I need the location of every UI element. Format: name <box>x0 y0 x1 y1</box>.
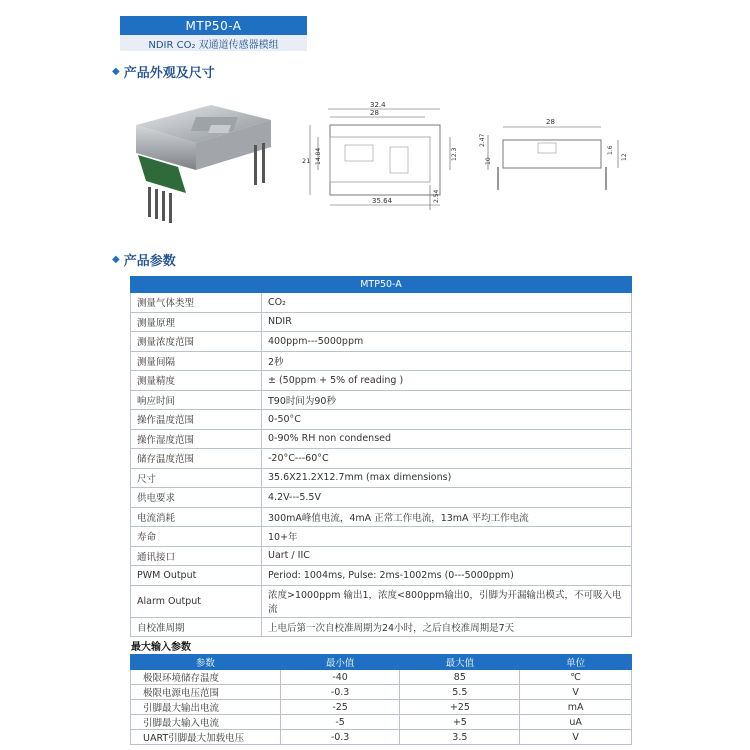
spec-label: Alarm Output <box>131 585 262 617</box>
max-param-value: -5 <box>280 715 400 730</box>
spec-label: 通讯接口 <box>131 546 262 566</box>
max-param-value: -0.3 <box>280 685 400 700</box>
dim-side-height-4: 12 <box>621 153 628 161</box>
model-banner <box>120 16 307 35</box>
diamond-bullet-icon: ◆ <box>112 254 120 265</box>
section-params-title <box>112 250 176 269</box>
spec-label: 储存温度范围 <box>131 449 262 469</box>
spec-table-header-cell: MTP50-A <box>131 277 632 293</box>
max-param-value: -25 <box>280 700 400 715</box>
spec-label: 电流消耗 <box>131 507 262 527</box>
spec-value: 0-90% RH non condensed <box>262 429 632 449</box>
max-param-name: 引脚最大输出电流 <box>131 700 281 715</box>
max-param-value: +25 <box>400 700 520 715</box>
max-param-name: UART引脚最大加载电压 <box>131 730 281 745</box>
spec-label: 操作温度范围 <box>131 410 262 430</box>
spec-label: PWM Output <box>131 566 262 586</box>
max-param-value: +5 <box>400 715 520 730</box>
table-row <box>131 449 632 469</box>
model-subtitle: NDIR CO₂ 双通道传感器模组 <box>120 35 307 51</box>
diamond-bullet-icon: ◆ <box>112 66 120 77</box>
section-params-label: 产品参数 <box>123 254 176 269</box>
max-param-value: ℃ <box>520 670 632 685</box>
dim-side-height-3: 1.6 <box>607 145 614 155</box>
table-row <box>131 670 632 685</box>
spec-value: 35.6X21.2X12.7mm (max dimensions) <box>262 468 632 488</box>
table-row <box>131 507 632 527</box>
spec-value: 上电后第一次自校准周期为24小时，之后自校准周期是7天 <box>262 617 632 637</box>
table-row <box>131 527 632 547</box>
table-row <box>131 715 632 730</box>
max-param-value: -0.3 <box>280 730 400 745</box>
dim-side-width: 28 <box>546 118 555 126</box>
spec-value: CO₂ <box>262 293 632 313</box>
table-row <box>131 488 632 508</box>
table-row <box>131 351 632 371</box>
top-view-drawing <box>300 95 470 215</box>
spec-label: 测量间隔 <box>131 351 262 371</box>
table-row <box>131 730 632 745</box>
spec-label: 寿命 <box>131 527 262 547</box>
table-row <box>131 585 632 617</box>
side-view-drawing <box>478 95 638 195</box>
table-row <box>131 312 632 332</box>
spec-value: T90时间为90秒 <box>262 390 632 410</box>
spec-value: Period: 1004ms, Pulse: 2ms-1002ms (0---5000ppm) <box>262 566 632 586</box>
max-table-header-cell: 参数 <box>131 655 281 670</box>
dim-right-height: 12.3 <box>451 147 458 161</box>
table-row <box>131 468 632 488</box>
max-param-value: mA <box>520 700 632 715</box>
dim-bottom-height: 2.54 <box>433 189 440 203</box>
dim-side-height-2: 10 <box>485 157 492 165</box>
spec-label: 测量原理 <box>131 312 262 332</box>
spec-value: 4.2V---5.5V <box>262 488 632 508</box>
dim-left-height-1: 21 <box>302 157 311 165</box>
max-params-table <box>130 654 632 745</box>
max-param-name: 引脚最大输入电流 <box>131 715 281 730</box>
max-table-header-cell: 单位 <box>520 655 632 670</box>
spec-table-header <box>131 277 632 293</box>
dim-top-width-2: 28 <box>370 109 379 117</box>
spec-value: NDIR <box>262 312 632 332</box>
spec-value: 浓度>1000ppm 输出1，浓度<800ppm输出0，引脚为开漏输出模式，不可吸入电流 <box>262 585 632 617</box>
max-param-value: -40 <box>280 670 400 685</box>
max-params-title: 最大输入参数 <box>131 642 191 653</box>
max-param-value: uA <box>520 715 632 730</box>
table-row <box>131 429 632 449</box>
spec-value: 300mA峰值电流，4mA 正常工作电流，13mA 平均工作电流 <box>262 507 632 527</box>
max-param-value: V <box>520 685 632 700</box>
max-param-name: 极限环境储存温度 <box>131 670 281 685</box>
dim-side-height-1: 2.47 <box>479 133 486 147</box>
max-table-header-cell: 最大值 <box>400 655 520 670</box>
spec-value: 10+年 <box>262 527 632 547</box>
max-table-header <box>131 655 632 670</box>
section-appearance-title <box>112 62 215 81</box>
table-row <box>131 410 632 430</box>
table-row <box>131 617 632 637</box>
table-row <box>131 700 632 715</box>
spec-label: 响应时间 <box>131 390 262 410</box>
spec-label: 尺寸 <box>131 468 262 488</box>
spec-label: 自校准周期 <box>131 617 262 637</box>
spec-label: 供电要求 <box>131 488 262 508</box>
section-appearance-label: 产品外观及尺寸 <box>123 66 215 81</box>
spec-value: 0-50°C <box>262 410 632 430</box>
spec-label: 测量精度 <box>131 371 262 391</box>
max-param-value: 5.5 <box>400 685 520 700</box>
spec-value: 400ppm---5000ppm <box>262 332 632 352</box>
spec-table <box>130 276 632 637</box>
model-title: MTP50-A <box>185 18 242 33</box>
max-table-header-cell: 最小值 <box>280 655 400 670</box>
table-row <box>131 332 632 352</box>
dim-left-height-2: 14.84 <box>315 147 322 165</box>
max-param-value: 85 <box>400 670 520 685</box>
spec-value: -20°C---60°C <box>262 449 632 469</box>
table-row <box>131 293 632 313</box>
table-row <box>131 371 632 391</box>
spec-value: Uart / IIC <box>262 546 632 566</box>
spec-value: ± (50ppm + 5% of reading ) <box>262 371 632 391</box>
sensor-product-image <box>126 95 276 225</box>
table-row <box>131 566 632 586</box>
spec-value: 2秒 <box>262 351 632 371</box>
table-row <box>131 390 632 410</box>
dim-bottom-width: 35.64 <box>372 197 393 205</box>
table-row <box>131 685 632 700</box>
max-param-value: V <box>520 730 632 745</box>
dim-top-width-1: 32.4 <box>370 101 386 109</box>
table-row <box>131 546 632 566</box>
spec-label: 测量浓度范围 <box>131 332 262 352</box>
max-param-name: 极限电源电压范围 <box>131 685 281 700</box>
spec-label: 操作湿度范围 <box>131 429 262 449</box>
max-param-value: 3.5 <box>400 730 520 745</box>
spec-label: 测量气体类型 <box>131 293 262 313</box>
